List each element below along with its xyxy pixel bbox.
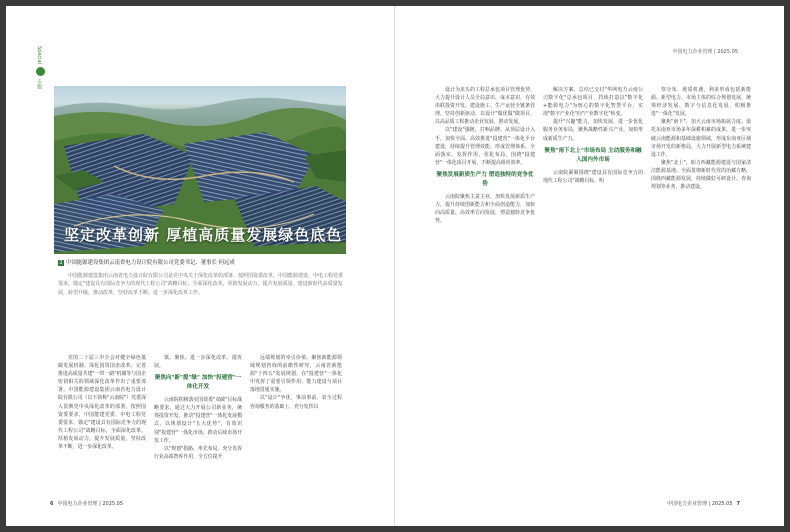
author-line — [58, 258, 235, 266]
paragraph: 聚焦"北上"，助力西藏能源建设与国家清洁能源基地。全面贯彻新时代党的治藏方略，围绕西藏能源发展，持续做好可研设计、咨询规划等业务，推动建设。 — [651, 159, 751, 191]
footer-publication: 中国电力企业管理 | 2025.05 — [666, 501, 733, 507]
paragraph: 云南院紧紧围绕"建设具有国际竞争力的现代工程公司"战略目标，明 — [543, 169, 643, 184]
paragraph: 以"设计"争优，事前事前、农全过程咨询服务的基础上，充分发挥以 — [250, 395, 342, 410]
column-5 — [543, 86, 643, 185]
footer-left — [50, 500, 123, 507]
paragraph: 以"建设"强链，打响品牌。从顶层设计入手，加快全面、高效推进"投建营"一体化平台建设，持续提升管理效能、形成管理体系，全面落实、发挥作用，优化布局，围绕"投建营"一体化项目开展，不断提高组织效率。 — [435, 127, 535, 166]
paragraph: 设计为龙头的工程总承包项目管理优势，大力提升设计人员全局意识、成本意识，有效串联投资开发、建设施工、生产运营全链条管理，坚持创新驱动，以设计"做优做"做项目、以高品质工程推动企业发展，推动发展。 — [435, 87, 535, 126]
section-tag-cn: 专题 — [36, 79, 42, 90]
magazine-spread — [6, 6, 784, 526]
section-tag-en: Special — [36, 46, 42, 65]
section-heading: 聚焦发展新质生产力 塑造独特的竞争优势 — [436, 171, 534, 187]
author-text: 中国能源建设集团云南省电力设计院有限公司党委书记、董事长 何远成 — [66, 260, 235, 266]
paragraph: 云南院积极落实国资委"双碳"目标战略要求，通过大力开展公司新业务，统筹投资开发。推动"投建营"一体化发展模式，以规划设计"五大优势"，有效识别"投建营"一体化市场，推动后续市场开发工作。 — [154, 397, 242, 444]
hero-title: 坚定改革创新 厚植高质量发展绿色底色 — [64, 226, 343, 244]
column-3 — [250, 354, 342, 411]
column-2 — [154, 354, 242, 461]
paragraph: 慎、聚焦、进一步深化改革、提发展。 — [154, 355, 242, 370]
paragraph: 以"规划"指路，率先布局，充分发挥行业高端智库作用，全方位提升 — [154, 445, 242, 460]
left-page — [6, 6, 395, 526]
page-number: 6 — [50, 501, 54, 507]
paragraph: 解决方案、总结已交付"华网电力云南公司数字化"总承包项目，持续打造以"数字化+能源电力"为核心的数字化智慧平台，实现"数字产业化"向"产业数字化"转变。 — [543, 87, 643, 118]
paragraph: 察分布，地质机遇，利多形成包括新能源、新型电力、市场主体的综合规划发展，统筹经济发展、数字与信息化发展，积极推进"一体化"发展。 — [651, 87, 751, 118]
page-number: 7 — [736, 501, 740, 507]
paragraph: 云南院聚焦主责主业，加快发展新质生产力，提升持续创新能力和全面创造能力，加快向高质量、高效率方向发展，塑造独特竞争优势。 — [435, 193, 535, 225]
article-summary: 中国能源建设集团云南省电力设计院有限公司是党中央关于深化改革的部署，按照国资委改革，中国能源建设、中电工程党委要求，锚定"建设具有国际竞争力的现代工程公司"战略目标，全面深化改革，厚植发展动力，提升发展质量，建设新时代高质量发展，转型升级，推动改革，坚持改革不断，进一步深化改革工作。 — [58, 273, 344, 296]
column-1 — [58, 354, 146, 451]
running-head: 中国电力企业管理 | 2025.05 — [672, 49, 738, 55]
right-page — [395, 6, 784, 526]
hero-photo — [54, 86, 346, 254]
section-dot-icon — [36, 67, 45, 76]
author-index-badge: 2 — [59, 260, 63, 266]
section-heading: 聚焦向"新"提"绿" 加快"投建营"一体化开发 — [154, 375, 242, 391]
footer-right — [667, 500, 740, 507]
column-4 — [435, 86, 535, 225]
column-6 — [651, 86, 751, 191]
paragraph: 党的二十届三中全会对健全绿色低碳发展机制、深化国资国企改革、完善推进高质量共建"一带一路"机制等与国企密切相关的领域深化改革作出了重要部署。中国能源建设集团云南省电力设计院有限公司（以下简称"云南院"）党委深入贯彻党中央深化改革的部署，按照国资委要求，中国能建党委、中电工程党委要求，锚定"建设具有国际竞争力的现代工程公司"战略目标，全面深化改革，厚植发展动力，提升发展质量，坚持改革不断，进一步深化改革。 — [58, 355, 146, 451]
paragraph: 聚焦"南下"，加大云南市场拓展力度。依托东南亚市场多年深耕积累的成果，进一步突破云南能源和基础设施领域，形成东南亚区域市场开发的新格局，大力开展新型电力系统建设工作。 — [651, 119, 751, 158]
paragraph: 远端规划的牵引价值，聚焦新能源领域规划咨询的前瞻性研究，云南省新能源"十四五"发展规划，在"投建营"一体化中发挥了重要引领作用，能力建设与项目落地贯通实施。 — [250, 355, 342, 394]
paragraph: 提升"兴趣"能力，加快发展、进一步优化服务业务布局，聚焦战略性新兴产业，加快形成新质生产力。 — [543, 119, 643, 142]
footer-publication: 中国电力企业管理 | 2025.05 — [57, 501, 124, 507]
section-tag — [36, 46, 46, 89]
section-heading: 聚焦"南下北上"市场布局 主动服务和融入国内外市场 — [544, 147, 642, 163]
